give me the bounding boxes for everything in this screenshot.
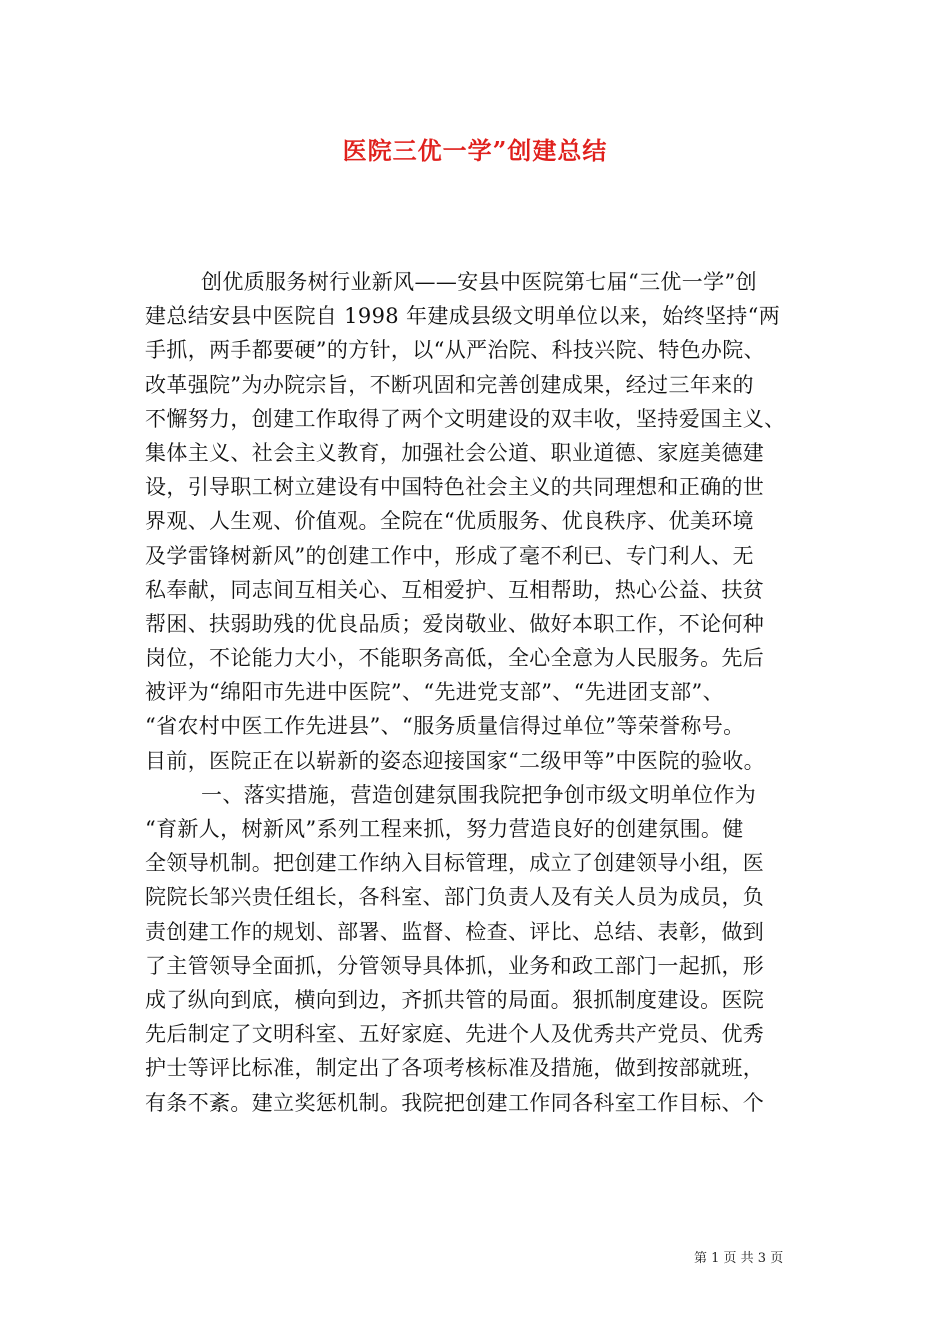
paragraph-line: 集体主义、社会主义教育，加强社会公道、职业道德、家庭美德建 (145, 440, 765, 465)
paragraph-line: 界观、人生观、价值观。全院在“优质服务、优良秩序、优美环境 (145, 509, 754, 534)
paragraph-line: “省农村中医工作先进县”、“服务质量信得过单位”等荣誉称号。 (145, 714, 745, 739)
paragraph-line: “育新人，树新风”系列工程来抓，努力营造良好的创建氛围。健 (145, 817, 744, 841)
page-number: 第 1 页 共 3 页 (694, 1251, 784, 1266)
paragraph-line: 私奉献，同志间互相关心、互相爱护、互相帮助，热心公益、扶贫 (145, 577, 765, 602)
paragraph-line: 改革强院”为办院宗旨，不断巩固和完善创建成果，经过三年来的 (145, 372, 754, 397)
paragraph-line: 被评为“绵阳市先进中医院”、“先进党支部”、“先进团支部”、 (145, 680, 724, 705)
paragraph-line: 先后制定了文明科室、五好家庭、先进个人及优秀共产党员、优秀 (145, 1022, 765, 1047)
paragraph-line: 院院长邹兴贵任组长，各科室、部门负责人及有关人员为成员，负 (145, 885, 765, 910)
paragraph-line: 设，引导职工树立建设有中国特色社会主义的共同理想和正确的世 (145, 475, 765, 500)
paragraph-line: 目前，医院正在以崭新的姿态迎接国家“二级甲等”中医院的验收。 (145, 748, 765, 773)
document-body (145, 265, 810, 1120)
paragraph-line: 一、落实措施，营造创建氛围我院把争创市级文明单位作为 (201, 782, 757, 807)
paragraph-line: 成了纵向到底，横向到边，齐抓共管的局面。狠抓制度建设。医院 (145, 987, 765, 1012)
paragraph-line: 帮困、扶弱助残的优良品质；爱岗敬业、做好本职工作，不论何种 (145, 611, 765, 636)
paragraph-line: 建总结安县中医院自 1998 年建成县级文明单位以来，始终坚持“两 (145, 304, 781, 329)
paragraph-line: 创优质服务树行业新风——安县中医院第七届“三优一学”创 (201, 270, 757, 294)
paragraph-line: 了主管领导全面抓，分管领导具体抓，业务和政工部门一起抓，形 (145, 953, 765, 978)
paragraph-line: 有条不紊。建立奖惩机制。我院把创建工作同各科室工作目标、个 (145, 1090, 765, 1115)
document-title: 医院三优一学”创建总结 (342, 136, 608, 165)
paragraph-line: 护士等评比标准，制定出了各项考核标准及措施，做到按部就班， (145, 1056, 765, 1081)
paragraph-line: 岗位，不论能力大小，不能职务高低，全心全意为人民服务。先后 (145, 646, 765, 671)
paragraph-line: 责创建工作的规划、部署、监督、检查、评比、总结、表彰，做到 (145, 919, 765, 944)
paragraph-line: 及学雷锋树新风”的创建工作中，形成了毫不利已、专门利人、无 (145, 543, 754, 568)
paragraph-line: 手抓，两手都要硬”的方针，以“从严治院、科技兴院、特色办院、 (145, 338, 765, 363)
paragraph-line: 不懈努力，创建工作取得了两个文明建设的双丰收，坚持爱国主义、 (145, 406, 786, 431)
paragraph-line: 全领导机制。把创建工作纳入目标管理，成立了创建领导小组，医 (145, 851, 765, 876)
